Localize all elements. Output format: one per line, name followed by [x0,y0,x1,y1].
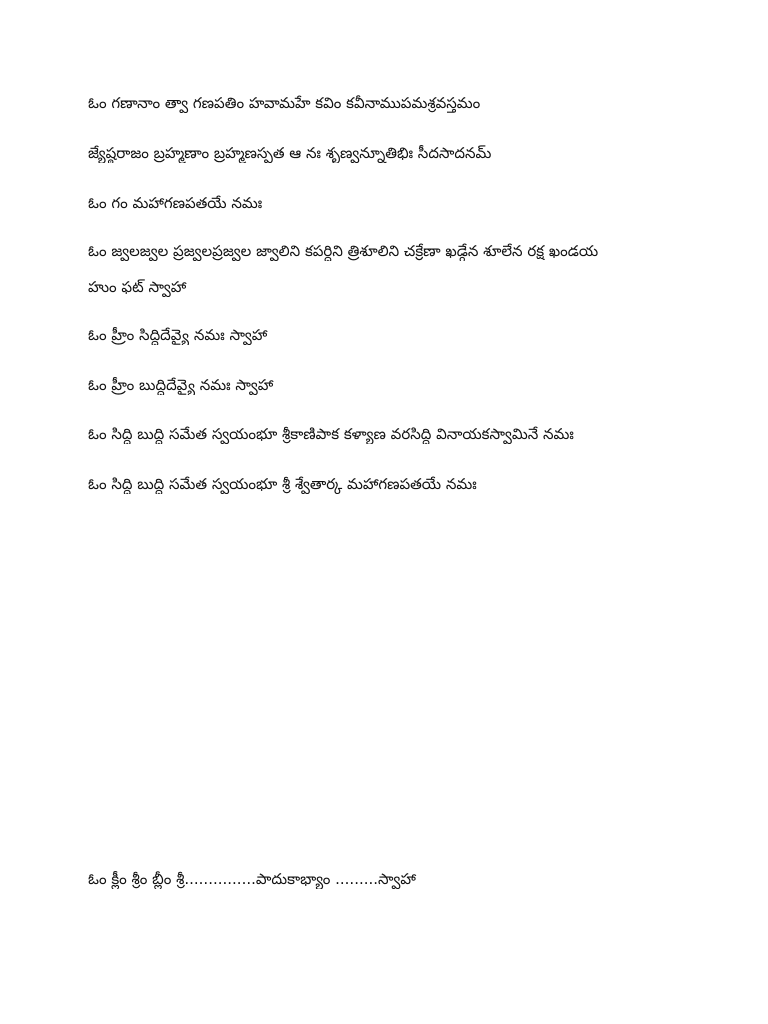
text-line: ఓం క్లీం శ్రీం బ్లీం శ్రీ...............పాదుకాభ్యాం .........స్వాహా [88,870,416,888]
text-line: ఓం హ్రీం సిద్ధిదేవ్యై నమః స్వాహా [88,326,268,344]
text-line: ఓం సిద్ధి బుద్ధి సమేత స్వయంభూ శ్రీకాణిపాక కళ్యాణ వరసిద్ధి వినాయకస్వామినే నమః [88,425,574,443]
text-line: ఓం గణానాం త్వా గణపతిం హవామహే కవిం కవీనాముపమశ్రవస్తమం [88,94,481,112]
text-line: ఓం గం మహాగణపతయే నమః [88,194,263,212]
text-line: హుం ఫట్ స్వాహా [88,278,187,296]
text-line: ఓం సిద్ధి బుద్ధి సమేత స్వయంభూ శ్రీ శ్వేతార్క మహాగణపతయే నమః [88,475,477,493]
text-line: జ్యేష్ఠరాజం బ్రహ్మణాం బ్రహ్మణస్పత ఆ నః శృణ్వన్నూతిభిః సీదసాదనమ్ [88,144,492,162]
text-line: ఓం జ్వలజ్వల ప్రజ్వలప్రజ్వల జ్వాలిని కపర్దిని త్రిశూలిని చక్రేణా ఖడ్గేన శూలేన రక్ష ఖండయ [88,242,599,260]
text-line: ఓం హ్రీం బుద్ధిదేవ్యై నమః స్వాహా [88,376,274,394]
